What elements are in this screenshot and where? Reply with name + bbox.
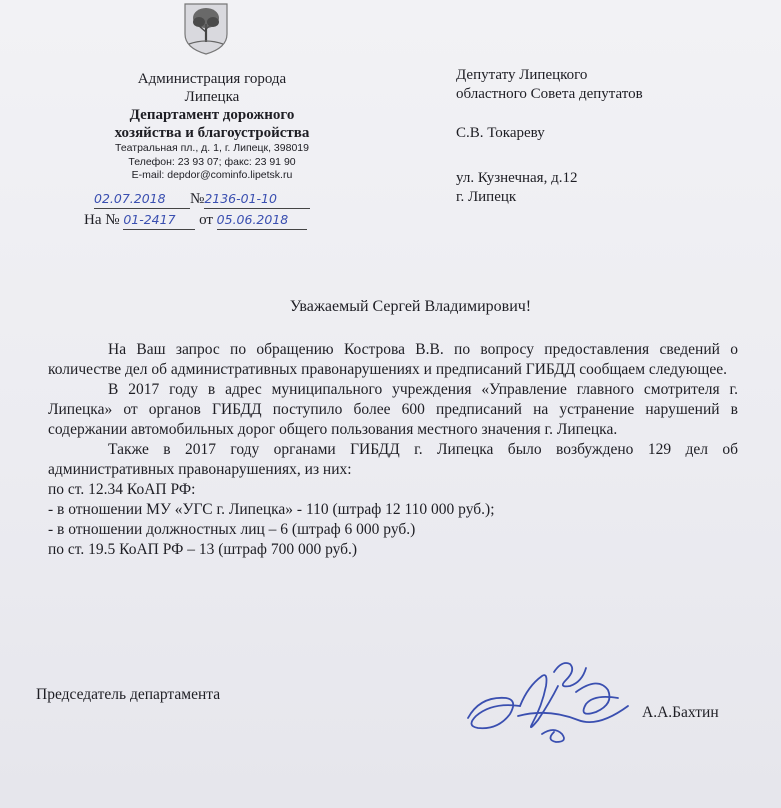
list-item: по ст. 19.5 КоАП РФ – 13 (штраф 700 000 руб.) xyxy=(48,541,358,558)
outgoing-number-prefix: № xyxy=(190,191,205,207)
addressee-line1: Депутату Липецкого xyxy=(456,67,588,83)
sender-dept-line1: Департамент дорожного xyxy=(129,107,295,123)
ref-date: 05.06.2018 xyxy=(216,212,289,227)
list-item: по ст. 12.34 КоАП РФ: xyxy=(48,481,196,498)
ref-label: На № xyxy=(84,212,120,228)
sender-address: Театральная пл., д. 1, г. Липецк, 398019 xyxy=(115,142,309,154)
body-paragraph-1: На Ваш запрос по обращению Кострова В.В. по вопросу предоставления сведений о количестве дел об административных правонарушениях и предписаний ГИБДД сообщаем следующее. xyxy=(48,341,738,378)
letter-body xyxy=(48,340,738,560)
outgoing-date: 02.07.2018 xyxy=(94,191,166,206)
addressee-name: С.В. Токареву xyxy=(456,125,545,141)
outgoing-registration xyxy=(94,191,310,209)
addressee-city: г. Липецк xyxy=(456,189,517,205)
list-item: - в отношении МУ «УГС г. Липецка» - 110 (штраф 12 110 000 руб.); xyxy=(48,501,495,518)
sender-dept-line2: хозяйства и благоустройства xyxy=(114,125,310,141)
city-coat-of-arms-icon xyxy=(181,2,231,56)
addressee-line2: областного Совета депутатов xyxy=(456,86,643,102)
body-paragraph-3: Также в 2017 году органами ГИБДД г. Липецка было возбуждено 129 дел об административных правонарушениях, из них: xyxy=(48,441,738,478)
sender-email: E-mail: depdor@cominfo.lipetsk.ru xyxy=(131,169,293,181)
addressee-street: ул. Кузнечная, д.12 xyxy=(456,170,578,186)
handwritten-signature xyxy=(458,646,638,746)
body-paragraph-2: В 2017 году в адрес муниципального учреждения «Управление главного смотрителя г. Липецка» от органов ГИБДД поступило более 600 предписаний на устранение нарушений в содержании автомобильных дорог общего пользования местного значения г. Липецка. xyxy=(48,381,738,438)
salutation: Уважаемый Сергей Владимирович! xyxy=(289,298,532,315)
addressee-block xyxy=(456,66,756,207)
sender-org-line1: Администрация города xyxy=(137,71,287,87)
signer-name: А.А.Бахтин xyxy=(642,704,719,721)
signer-title: Председатель департамента xyxy=(36,686,221,703)
sender-block xyxy=(74,70,350,183)
outgoing-number: 2136-01-10 xyxy=(204,191,277,206)
sender-org-line2: Липецка xyxy=(184,89,240,105)
ref-from: от xyxy=(199,212,213,228)
ref-number: 01-2417 xyxy=(123,212,176,227)
reference-registration xyxy=(84,212,307,230)
sender-phone: Телефон: 23 93 07; факс: 23 91 90 xyxy=(128,155,296,168)
list-item: - в отношении должностных лиц – 6 (штраф 6 000 руб.) xyxy=(48,521,416,538)
